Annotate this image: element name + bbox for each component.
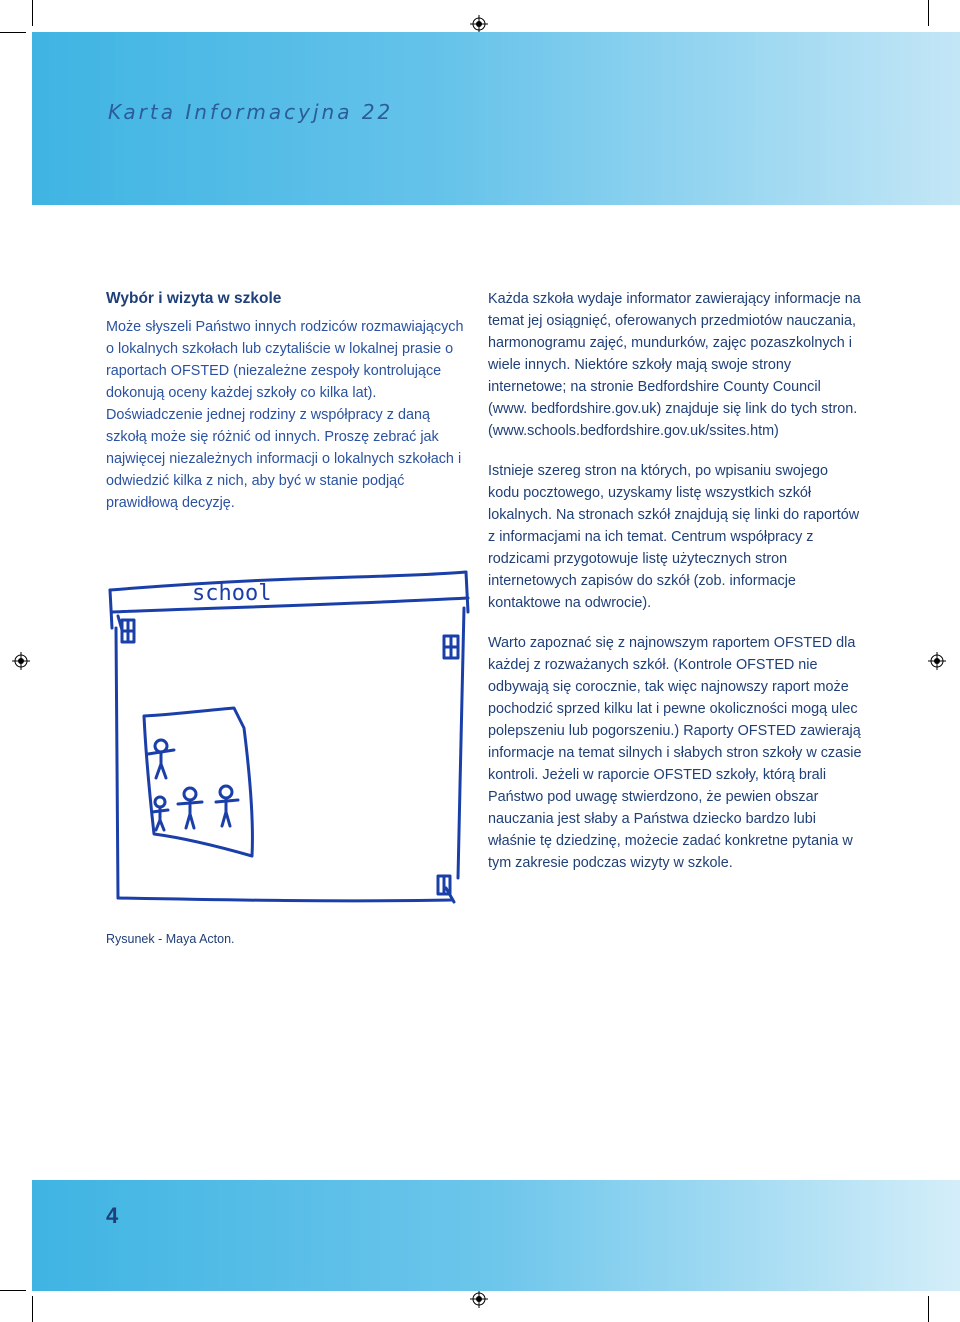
crop-mark bbox=[32, 0, 33, 26]
page-title: Karta Informacyjna 22 bbox=[108, 100, 394, 124]
drawing-label: school bbox=[192, 581, 272, 606]
crop-mark bbox=[0, 1290, 26, 1291]
school-drawing bbox=[104, 568, 484, 918]
registration-mark-icon bbox=[12, 652, 30, 670]
registration-mark-icon bbox=[928, 652, 946, 670]
crop-mark bbox=[928, 1296, 929, 1322]
footer-band bbox=[32, 1180, 960, 1291]
image-caption: Rysunek - Maya Acton. bbox=[106, 932, 235, 946]
right-paragraph-1: Każda szkoła wydaje informator zawierający informacje na temat jej osiągnięć, oferowanych przedmiotów nauczania, harmonogramu zajęć, mundurków, zajęc pozaszkolnych i wiele innych. Niektóre szkoły mają swoje strony internetowe; na stronie Bedfordshire County Council (www. bedfordshire.gov.uk) znajduje się link do tych stron. (www.schools.bedfordshire.gov.uk/ssites.htm) bbox=[488, 291, 861, 439]
crop-mark bbox=[928, 0, 929, 26]
crop-mark bbox=[32, 1296, 33, 1322]
registration-mark-icon bbox=[470, 1290, 488, 1308]
page-number: 4 bbox=[106, 1203, 119, 1228]
registration-mark-icon bbox=[470, 15, 488, 33]
left-column bbox=[106, 288, 471, 514]
right-paragraph-3: Warto zapoznać się z najnowszym raportem OFSTED dla każdej z rozważanych szkół. (Kontrole OFSTED nie odbywają się corocznie, tak więc najnowszy raport może pochodzić sprzed kilku lat i pewne okoliczności mogą ulec polepszeniu lub pogorszeniu.) Raporty OFSTED zawierają informacje na temat silnych i słabych stron szkoły w czasie kontroli. Jeżeli w raporcie OFSTED szkoły, którą brali Państwo pod uwagę stwierdzono, że pewien obszar nauczania jest słaby a Państwa dziecko bardzo lubi właśnie tę dziedzinę, możecie zadać konkretne pytania w tym zakresie podczas wizyty w szkole. bbox=[488, 635, 862, 871]
crop-mark bbox=[0, 32, 26, 33]
right-column bbox=[488, 288, 863, 874]
left-paragraph: Może słyszeli Państwo innych rodziców rozmawiających o lokalnych szkołach lub czytaliście w lokalnej prasie o raportach OFSTED (niezależne zespoły kontrolujące dokonują oceny każdej szkoły co kilka lat). Doświadczenie jednej rodziny z współpracy z daną szkołą może się różnić od innych. Proszę zebrać jak najwięcej niezależnych informacji o lokalnych szkołach i odwiedzić kilka z nich, aby być w stanie podjąć prawidłową decyzję. bbox=[106, 319, 464, 511]
header-band bbox=[32, 32, 960, 205]
right-paragraph-2: Istnieje szereg stron na których, po wpisaniu swojego kodu pocztowego, uzyskamy listę wszystkich szkół lokalnych. Na stronach szkół znajdują się linki do raportów z informacjami na ich temat. Centrum współpracy z rodzicami przygotowuje listę użytecznych stron internetowych zapisów do szkół (zob. informacje kontaktowe na odwrocie). bbox=[488, 463, 860, 611]
section-heading: Wybór i wizyta w szkole bbox=[106, 290, 282, 307]
